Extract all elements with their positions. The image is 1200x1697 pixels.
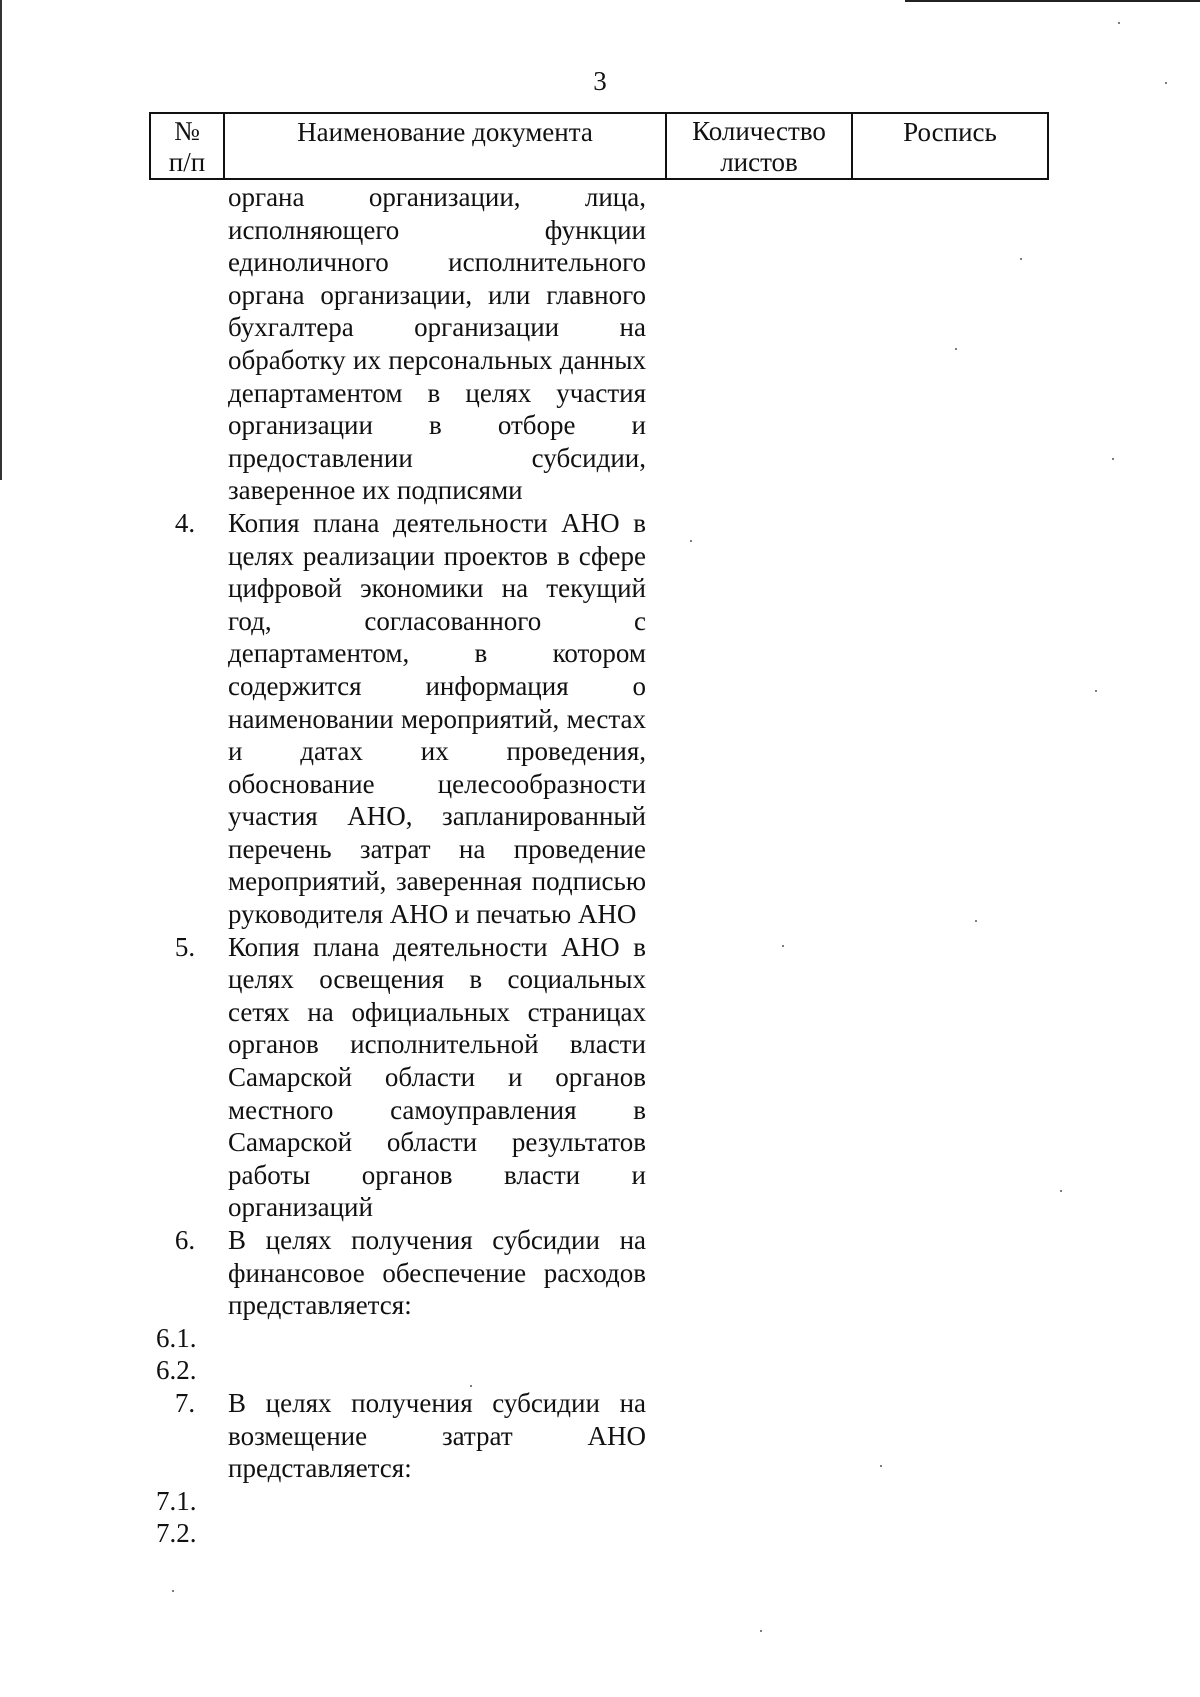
table-row <box>0 1485 1200 1518</box>
table-row <box>0 507 1200 931</box>
scan-speck <box>690 540 692 542</box>
table-row <box>0 1224 1200 1322</box>
row-text: В целях получения субсидии на возмещение затрат АНО представляется: <box>228 1387 646 1484</box>
page-number: 3 <box>593 66 607 96</box>
scan-speck <box>1095 690 1097 692</box>
scan-speck <box>470 1385 472 1387</box>
header-signature <box>852 113 1048 179</box>
table-row <box>0 1517 1200 1550</box>
scan-speck <box>1060 1190 1062 1192</box>
scan-speck <box>1112 458 1114 460</box>
header-sheet-count-label: Количество листов <box>692 116 826 177</box>
row-number: 6.1. <box>156 1322 197 1353</box>
scan-speck <box>1020 258 1022 260</box>
header-document-name-label: Наименование документа <box>297 117 593 147</box>
row-text: В целях получения субсидии на финансовое обеспечение расходов представляется: <box>228 1225 646 1321</box>
header-signature-label: Роспись <box>903 117 997 147</box>
row-number: 5. <box>174 931 196 962</box>
table-row <box>0 1354 1200 1387</box>
header-document-name <box>224 113 666 179</box>
row-text: Копия плана деятельности АНО в целях освещения в социальных сетях на официальных страницах органов исполнительной власти Самарской области и органов местного самоуправления в Самарской области результатов работы органов власти и организаций <box>228 931 646 1223</box>
table-body <box>0 181 1200 1550</box>
row-text <box>228 1322 646 1355</box>
scan-speck <box>172 1590 174 1592</box>
row-text: органа организации, лица, исполняющего функции единоличного исполнительного органа организации, или главного бухгалтера организации на обработку их персональных данных департаментом в целях участия организации в отборе и предоставлении субсидии, заверенное их подписями <box>228 182 646 506</box>
scan-speck <box>955 348 957 350</box>
row-number: 7. <box>174 1387 196 1418</box>
row-text <box>228 1517 646 1550</box>
header-sheet-count <box>666 113 852 179</box>
row-number: 6. <box>174 1225 196 1255</box>
row-text <box>228 1485 646 1518</box>
row-number: 7.2. <box>156 1518 197 1549</box>
table-header <box>149 112 1049 180</box>
scan-speck <box>880 1465 882 1467</box>
row-number: 4. <box>174 507 196 538</box>
header-number <box>150 113 224 179</box>
scan-speck <box>975 920 977 922</box>
table-row <box>0 1322 1200 1355</box>
scan-speck <box>1165 82 1167 84</box>
scan-speck <box>782 945 784 947</box>
row-number: 7.1. <box>156 1485 197 1516</box>
scan-edge-top <box>905 0 1200 2</box>
row-text: Копия плана деятельности АНО в целях реализации проектов в сфере цифровой экономики на текущий год, согласованного с департаментом, в котором содержится информация о наименовании мероприятий, местах и датах их проведения, обоснование целесообразности участия АНО, запланированный перечень затрат на проведение мероприятий, заверенная подписью руководителя АНО и печатью АНО <box>228 507 646 930</box>
header-number-label: № п/п <box>168 116 206 177</box>
table-row <box>0 931 1200 1224</box>
row-number: 6.2. <box>156 1355 197 1386</box>
table-row <box>0 1387 1200 1485</box>
table-row <box>0 181 1200 507</box>
row-text <box>228 1354 646 1387</box>
scan-speck <box>760 1630 762 1632</box>
scan-speck <box>1118 22 1120 24</box>
